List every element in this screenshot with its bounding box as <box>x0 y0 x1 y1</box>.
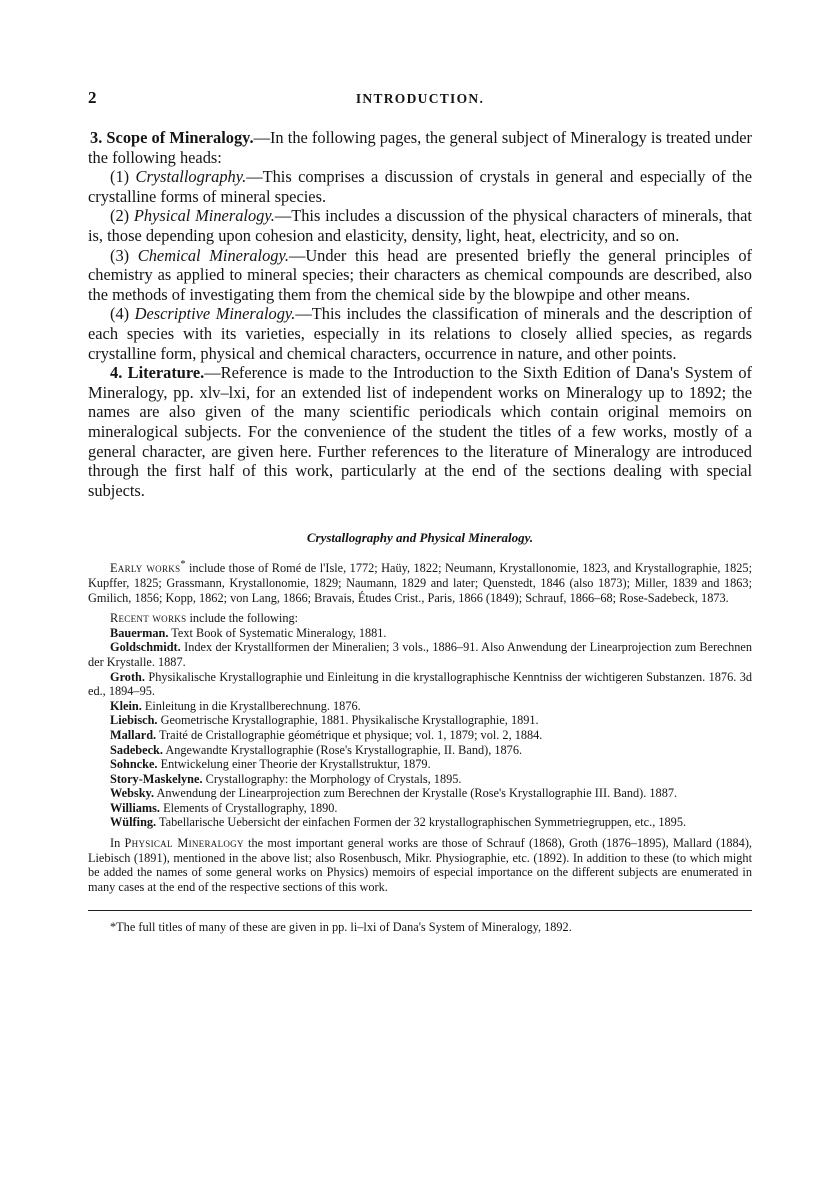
scope-item-title: Physical Mineralogy. <box>133 206 275 226</box>
bib-entry: Websky. Anwendung der Linearprojection zum Berechnen der Krystalle (Rose's Krystallographie III. Band). 1887. <box>110 786 678 801</box>
bib-entry: Sohncke. Entwickelung einer Theorie der Krystallstruktur, 1879. <box>110 757 431 772</box>
bib-entry: Klein. Einleitung in die Krystallberechnung. 1876. <box>110 698 361 713</box>
scope-item: (2) Physical Mineralogy.—This includes a discussion of the physical characters of minerals, that is, those depending upon cohesion and elasticity, density, light, heat, electricity, and so on. <box>88 206 752 245</box>
page-header <box>88 88 752 114</box>
main-text <box>88 128 752 500</box>
section-4-heading: 4. Literature. <box>110 363 205 383</box>
footnote-mark: * <box>180 559 186 571</box>
bib-author: Williams. <box>110 800 160 815</box>
recent-works-intro: Recent works include the following: <box>110 611 299 626</box>
bib-author: Liebisch. <box>110 713 158 728</box>
recent-works-label: Recent works <box>110 611 187 626</box>
bib-author: Story-Maskelyne. <box>110 771 203 786</box>
scope-item: (3) Chemical Mineralogy.—Under this head are presented briefly the general principles of chemistry as applied to mineral species; their characters as chemical compounds are described, also the methods of investigating them from the chemical side by the blowpipe and other means. <box>88 245 752 304</box>
bib-entry: Williams. Elements of Crystallography, 1890. <box>110 800 338 815</box>
page-number: 2 <box>88 88 97 107</box>
footnote-text: The full titles of many of these are given in pp. li–lxi of Dana's System of Mineralogy, 1892. <box>116 920 572 935</box>
bib-author: Bauerman. <box>110 625 169 640</box>
scope-item: (4) Descriptive Mineralogy.—This includes the classification of minerals and the description of each species with its varieties, especially in its relations to closely allied species, as regards crystalline form, physical and chemical characters, occurrence in nature, and other points. <box>88 304 753 363</box>
physical-mineralogy-paragraph: In Physical Mineralogy the most important general works are those of Schrauf (1868), Groth (1876–1895), Mallard (1884), Liebisch (1891), mentioned in the above list; also Rosenbusch, Mikr. Physiographie, etc. (1892). In addition to these (to which might be added the names of some general works on Physics) memoirs of especial importance on the different subjects are enumerated in many cases at the end of the respective sections of this work. <box>88 836 752 894</box>
bib-author: Websky. <box>110 786 155 801</box>
bib-author: Goldschmidt. <box>110 640 181 655</box>
physical-mineralogy-label: Physical Mineralogy <box>124 836 244 851</box>
bib-author: Wülfing. <box>110 815 157 830</box>
bibliography <box>88 558 752 894</box>
bib-entry: Sadebeck. Angewandte Krystallographie (Rose's Krystallographie, II. Band), 1876. <box>110 742 523 757</box>
bib-entry: Goldschmidt. Index der Krystallformen der Mineralien; 3 vols., 1886–91. Also Anwendung der Linearprojection zum Berechnen der Krystalle. 1887. <box>88 640 752 669</box>
bib-author: Mallard. <box>110 727 157 742</box>
bib-entry: Story-Maskelyne. Crystallography: the Morphology of Crystals, 1895. <box>110 771 462 786</box>
footnote-divider <box>88 910 752 911</box>
bib-author: Sohncke. <box>110 757 158 772</box>
bib-author: Groth. <box>110 669 145 684</box>
subheading: Crystallography and Physical Mineralogy. <box>306 530 534 546</box>
section-4-literature: 4. Literature.—Reference is made to the Introduction to the Sixth Edition of Dana's System of Mineralogy, pp. xlv–lxi, for an extended list of independent works on Mineralogy up to 1892; the names are also given of the many scientific periodicals which contain original memoirs on mineralogical subjects. For the convenience of the student the titles of a few works, mostly of a general character, are given here. Further references to the literature of Mineralogy are introduced through the first half of this work, particularly at the end of the sections dealing with special subjects. <box>88 363 752 500</box>
bib-entry: Wülfing. Tabellarische Uebersicht der einfachen Formen der 32 krystallographischen Symmetriegruppen, etc., 1895. <box>110 815 687 830</box>
scope-item-title: Chemical Mineralogy. <box>137 245 289 265</box>
early-works-label: Early works <box>110 561 181 576</box>
early-works-paragraph: Early works* include those of Romé de l'Isle, 1772; Haüy, 1822; Neumann, Krystallonomie, 1823, and Krystallographie, 1825; Kupffer, 1825; Grassmann, Krystallonomie, 1829; Naumann, 1829 and later; Quenstedt, 1846 (also 1873); Miller, 1839 and 1863; Gmilich, 1856; Kopp, 1862; von Lang, 1866; Bravais, Études Crist., Paris, 1866 (1849); Schrauf, 1866–68; Rose-Sadebeck, 1873. <box>88 559 752 605</box>
bib-author: Klein. <box>110 698 142 713</box>
bib-entry: Bauerman. Text Book of Systematic Mineralogy, 1881. <box>110 625 387 640</box>
footnote <box>88 920 752 935</box>
scope-item-title: Crystallography. <box>135 167 247 187</box>
document-page <box>88 88 752 935</box>
section-3-intro: 3. Scope of Mineralogy.—In the following pages, the general subject of Mineralogy is treated under the following heads: <box>88 128 753 167</box>
section-3-heading: 3. Scope of Mineralogy. <box>90 128 254 147</box>
running-title: INTRODUCTION. <box>355 91 485 106</box>
bib-author: Sadebeck. <box>110 742 163 757</box>
bib-entry: Mallard. Traité de Cristallographie géométrique et physique; vol. 1, 1879; vol. 2, 1884. <box>110 727 543 742</box>
bib-entry: Liebisch. Geometrische Krystallographie, 1881. Physikalische Krystallographie, 1891. <box>110 713 539 728</box>
scope-item-title: Descriptive Mineralogy. <box>134 304 296 324</box>
bib-entry: Groth. Physikalische Krystallographie und Einleitung in die krystallographische Kenntniss der wichtigeren Substanzen. 1876. 3d ed., 1894–95. <box>88 669 752 699</box>
scope-item: (1) Crystallography.—This comprises a discussion of crystals in general and especially of the crystalline forms of mineral species. <box>88 167 752 206</box>
footnote-mark: * <box>110 920 117 935</box>
